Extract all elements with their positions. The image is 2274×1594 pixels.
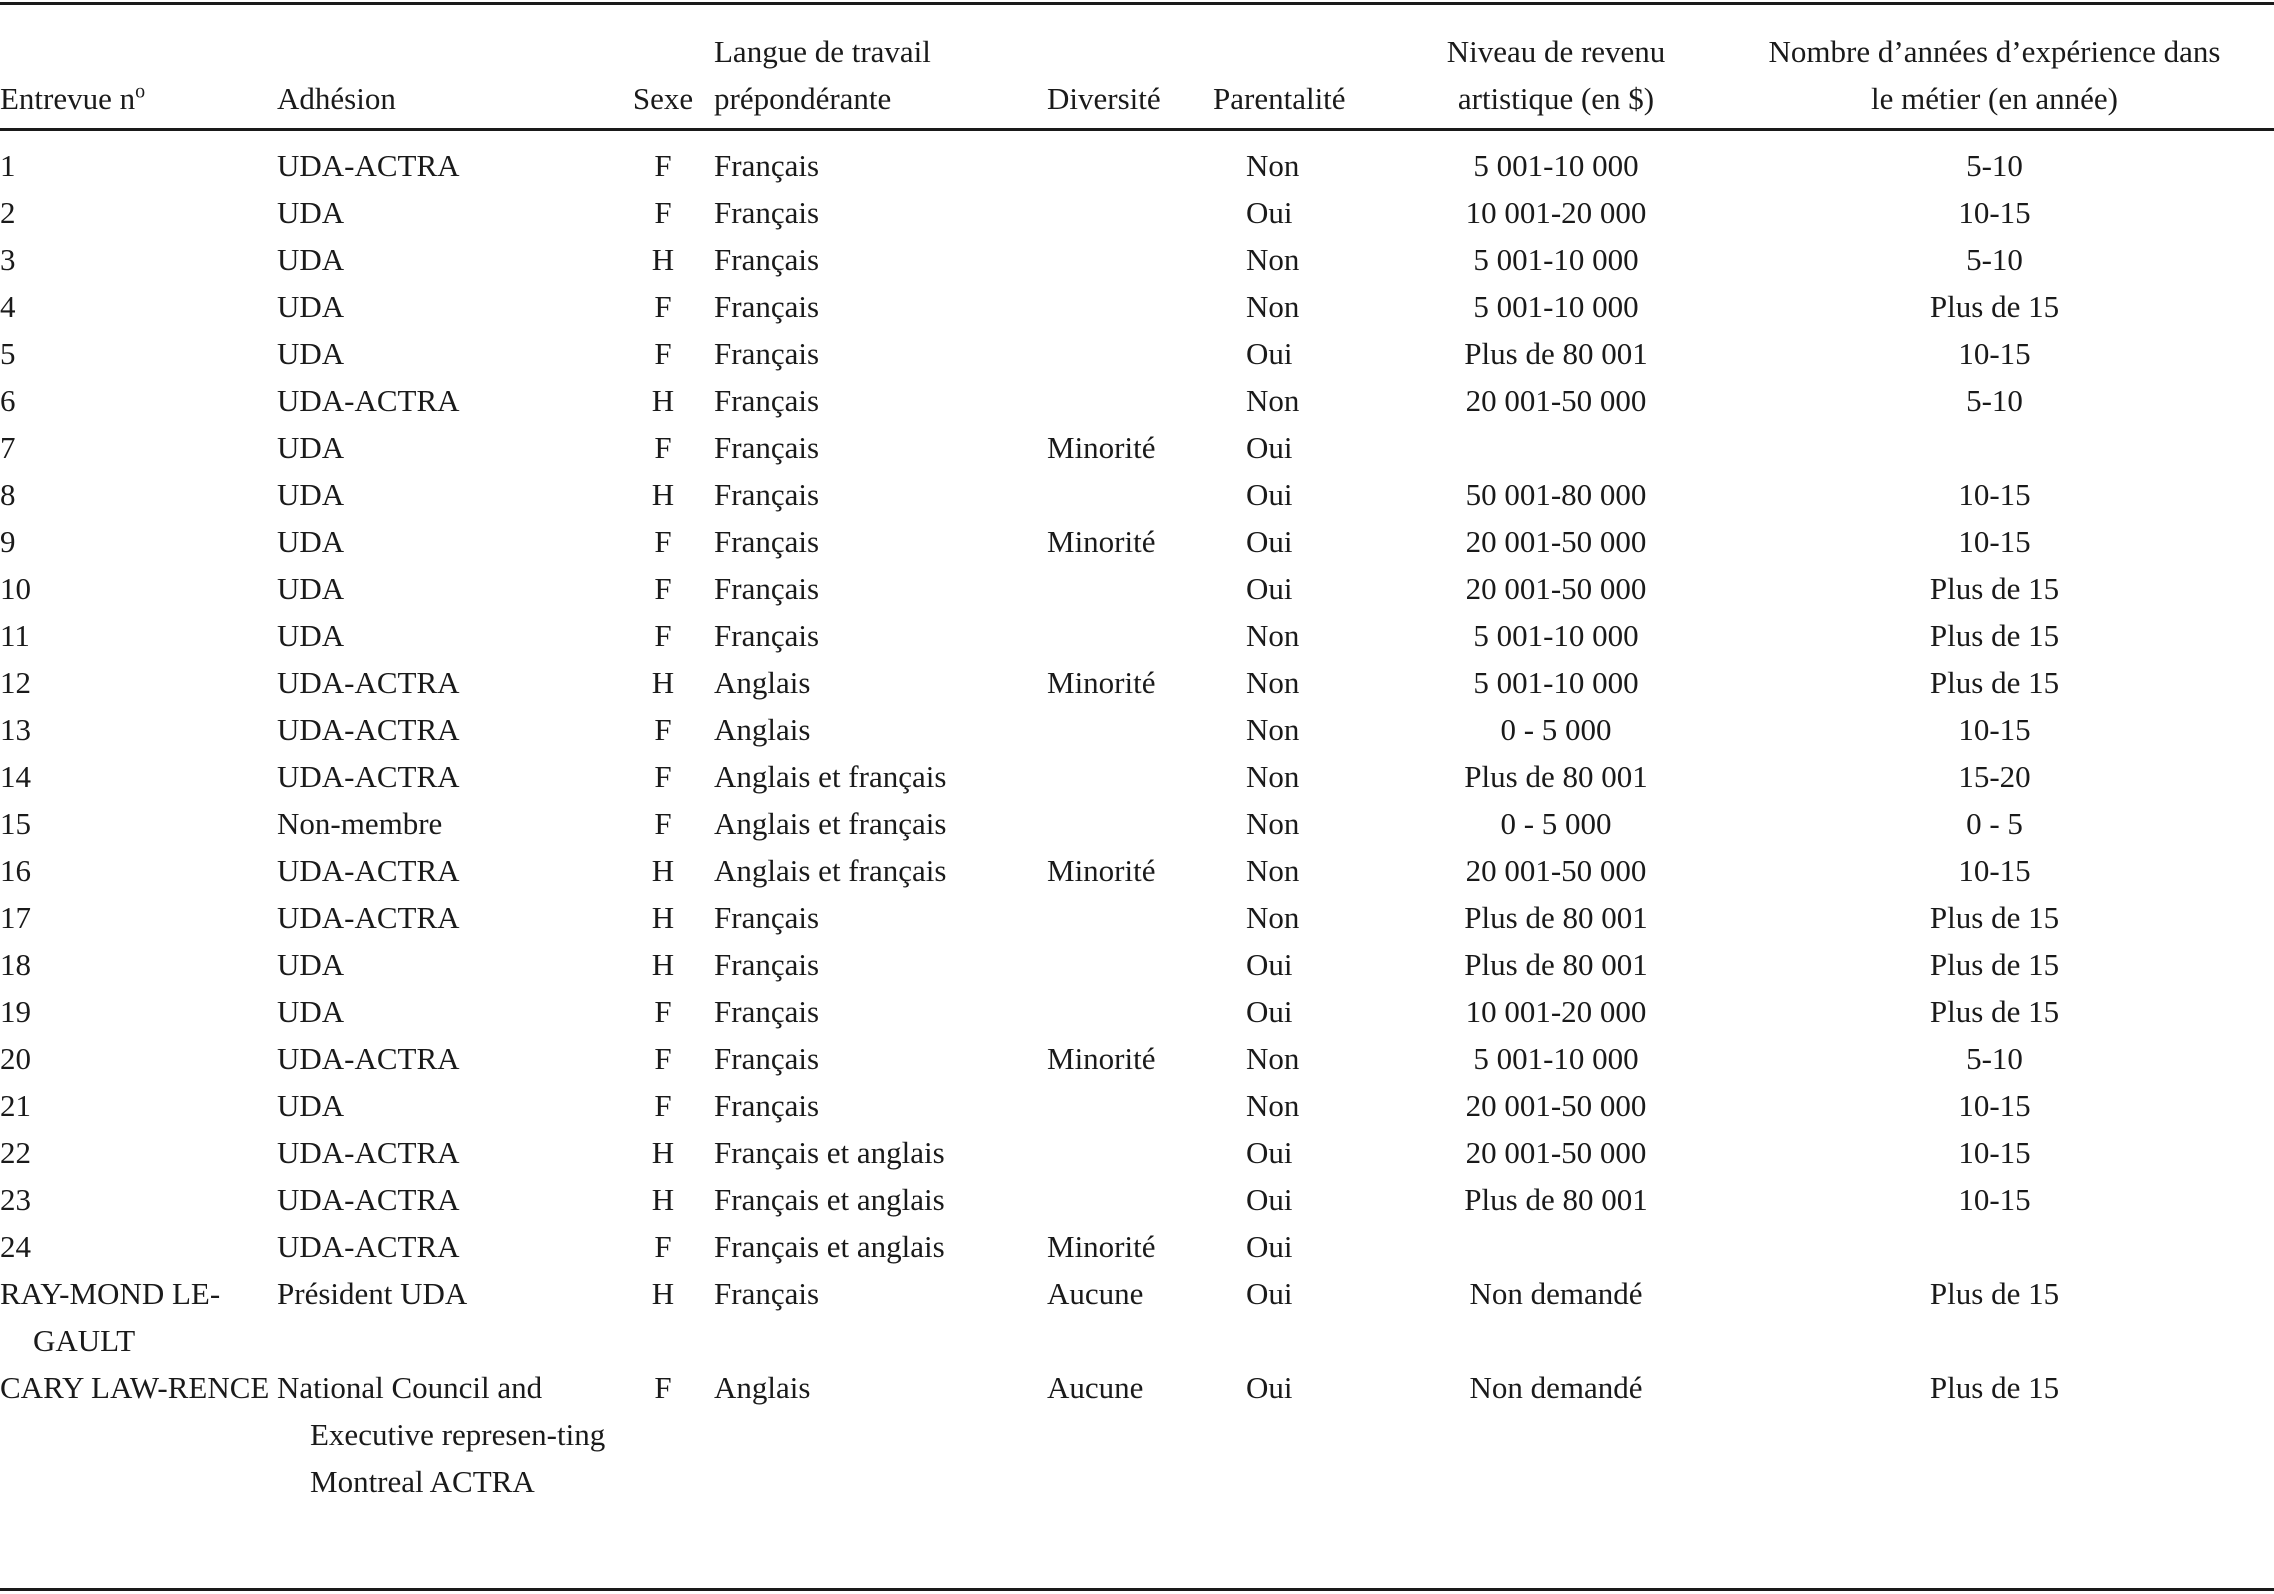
cell-sexe: H	[651, 1135, 675, 1170]
cell-parentalite: Non	[1246, 759, 1300, 794]
cell-diversite	[1047, 132, 1213, 189]
table-row	[0, 189, 2274, 236]
header-experience-line1: Nombre d’années d’expérience dans	[1768, 34, 2221, 69]
cell-entrevue: RAY-MOND LE-GAULT	[0, 1276, 221, 1358]
cell-langue: Français	[714, 618, 820, 653]
cell-revenu	[1397, 424, 1715, 471]
cell-experience: 10-15	[1958, 1182, 2031, 1217]
cell-revenu: 50 001-80 000	[1465, 477, 1647, 512]
table-row	[0, 236, 2274, 283]
table-row	[0, 565, 2274, 612]
cell-entrevue: CARY LAW-RENCE	[0, 1370, 270, 1405]
cell-langue: Anglais et français	[714, 759, 947, 794]
cell-diversite	[1047, 377, 1213, 424]
table-row	[0, 659, 2274, 706]
table-row	[0, 132, 2274, 189]
cell-langue: Français	[714, 524, 820, 559]
table-row	[0, 847, 2274, 894]
cell-parentalite: Non	[1246, 289, 1300, 324]
cell-experience: Plus de 15	[1929, 1276, 2060, 1311]
top-rule	[0, 2, 2274, 5]
cell-diversite: Aucune	[1047, 1370, 1144, 1405]
cell-sexe: F	[654, 806, 672, 841]
cell-entrevue: 5	[0, 336, 16, 371]
table-row	[0, 612, 2274, 659]
cell-adhesion: UDA-ACTRA	[277, 1182, 460, 1217]
cell-sexe: H	[651, 947, 675, 982]
cell-sexe: F	[654, 571, 672, 606]
cell-diversite	[1047, 612, 1213, 659]
cell-adhesion: UDA-ACTRA	[277, 148, 460, 183]
cell-experience	[1715, 1223, 2274, 1270]
cell-adhesion: UDA	[277, 430, 345, 465]
cell-sexe: H	[651, 242, 675, 277]
cell-revenu: 20 001-50 000	[1465, 1088, 1647, 1123]
header-langue-line1: Langue de travail	[714, 34, 931, 69]
cell-diversite	[1047, 941, 1213, 988]
cell-entrevue: 18	[0, 947, 31, 982]
cell-adhesion: UDA-ACTRA	[277, 1229, 460, 1264]
cell-revenu: 5 001-10 000	[1473, 242, 1639, 277]
bottom-rule	[0, 1588, 2274, 1591]
table-row	[0, 518, 2274, 565]
cell-revenu: Plus de 80 001	[1464, 336, 1648, 371]
cell-parentalite: Oui	[1246, 477, 1293, 512]
cell-parentalite: Oui	[1246, 336, 1293, 371]
cell-langue: Français et anglais	[714, 1229, 945, 1264]
cell-langue: Français	[714, 148, 820, 183]
participants-table	[0, 20, 2274, 1505]
cell-parentalite: Non	[1246, 1041, 1300, 1076]
table-body	[0, 132, 2274, 1505]
cell-sexe: F	[654, 759, 672, 794]
cell-revenu: 20 001-50 000	[1465, 383, 1647, 418]
table-row	[0, 424, 2274, 471]
cell-adhesion: UDA	[277, 947, 345, 982]
cell-sexe: F	[654, 618, 672, 653]
cell-diversite	[1047, 1129, 1213, 1176]
cell-adhesion: UDA-ACTRA	[277, 383, 460, 418]
table-row	[0, 753, 2274, 800]
cell-diversite	[1047, 283, 1213, 330]
header-revenu	[1397, 20, 1715, 132]
header-experience	[1715, 20, 2274, 132]
table-row	[0, 941, 2274, 988]
header-sexe: Sexe	[632, 81, 694, 116]
cell-entrevue: 3	[0, 242, 16, 277]
table-row	[0, 471, 2274, 518]
cell-diversite	[1047, 753, 1213, 800]
cell-adhesion: UDA	[277, 289, 345, 324]
cell-langue: Anglais	[714, 712, 811, 747]
cell-entrevue: 11	[0, 618, 30, 653]
cell-parentalite: Oui	[1246, 947, 1293, 982]
cell-diversite	[1047, 471, 1213, 518]
cell-diversite	[1047, 189, 1213, 236]
cell-revenu: Plus de 80 001	[1464, 947, 1648, 982]
cell-entrevue: 23	[0, 1182, 31, 1217]
cell-parentalite: Oui	[1246, 1370, 1293, 1405]
cell-entrevue: 24	[0, 1229, 31, 1264]
cell-parentalite: Non	[1246, 900, 1300, 935]
cell-experience: 10-15	[1958, 853, 2031, 888]
cell-langue: Français	[714, 571, 820, 606]
cell-langue: Français	[714, 900, 820, 935]
cell-sexe: F	[654, 1229, 672, 1264]
table-row	[0, 1082, 2274, 1129]
cell-parentalite: Oui	[1246, 1276, 1293, 1311]
cell-diversite	[1047, 706, 1213, 753]
cell-experience: Plus de 15	[1929, 289, 2060, 324]
table-row	[0, 1364, 2274, 1505]
cell-diversite: Aucune	[1047, 1276, 1144, 1311]
table-row	[0, 706, 2274, 753]
cell-adhesion: UDA	[277, 524, 345, 559]
cell-experience: 15-20	[1958, 759, 2031, 794]
cell-experience: 10-15	[1958, 477, 2031, 512]
cell-entrevue: 1	[0, 148, 16, 183]
cell-sexe: F	[654, 289, 672, 324]
table-row	[0, 1270, 2274, 1364]
cell-adhesion: UDA-ACTRA	[277, 853, 460, 888]
cell-sexe: F	[654, 195, 672, 230]
cell-experience: Plus de 15	[1929, 1370, 2060, 1405]
cell-revenu: 20 001-50 000	[1465, 853, 1647, 888]
cell-experience: Plus de 15	[1929, 618, 2060, 653]
cell-adhesion: UDA	[277, 571, 345, 606]
cell-diversite	[1047, 565, 1213, 612]
cell-revenu: 20 001-50 000	[1465, 571, 1647, 606]
header-diversite: Diversité	[1047, 81, 1161, 116]
cell-entrevue: 14	[0, 759, 31, 794]
cell-parentalite: Non	[1246, 806, 1300, 841]
cell-entrevue: 13	[0, 712, 31, 747]
cell-langue: Français	[714, 1088, 820, 1123]
cell-sexe: H	[651, 853, 675, 888]
cell-revenu: Non demandé	[1469, 1370, 1643, 1405]
table-row	[0, 377, 2274, 424]
cell-adhesion: UDA-ACTRA	[277, 900, 460, 935]
cell-langue: Français	[714, 1041, 820, 1076]
cell-sexe: F	[654, 524, 672, 559]
header-adhesion: Adhésion	[277, 81, 396, 116]
table-row	[0, 1035, 2274, 1082]
cell-langue: Français	[714, 947, 820, 982]
cell-sexe: F	[654, 712, 672, 747]
cell-diversite: Minorité	[1047, 853, 1156, 888]
cell-parentalite: Oui	[1246, 195, 1293, 230]
cell-entrevue: 6	[0, 383, 16, 418]
cell-sexe: F	[654, 430, 672, 465]
cell-parentalite: Non	[1246, 383, 1300, 418]
cell-diversite	[1047, 988, 1213, 1035]
cell-entrevue: 4	[0, 289, 16, 324]
cell-diversite: Minorité	[1047, 1229, 1156, 1264]
table-header-row	[0, 20, 2274, 132]
cell-experience: 10-15	[1958, 524, 2031, 559]
cell-parentalite: Oui	[1246, 1182, 1293, 1217]
cell-adhesion: UDA	[277, 1088, 345, 1123]
cell-langue: Français	[714, 383, 820, 418]
cell-adhesion: Président UDA	[277, 1276, 468, 1311]
cell-sexe: H	[651, 1276, 675, 1311]
cell-entrevue: 7	[0, 430, 16, 465]
cell-langue: Français	[714, 1276, 820, 1311]
cell-adhesion: Non-membre	[277, 806, 443, 841]
cell-parentalite: Oui	[1246, 430, 1293, 465]
cell-experience: 5-10	[1966, 383, 2023, 418]
cell-sexe: H	[651, 477, 675, 512]
header-entrevue	[0, 20, 277, 132]
cell-parentalite: Non	[1246, 665, 1300, 700]
cell-adhesion: UDA-ACTRA	[277, 1041, 460, 1076]
cell-entrevue: 10	[0, 571, 31, 606]
cell-diversite: Minorité	[1047, 524, 1156, 559]
cell-adhesion: National Council and Executive represen-ting Montreal ACTRA	[277, 1370, 606, 1499]
cell-diversite	[1047, 330, 1213, 377]
cell-langue: Français	[714, 994, 820, 1029]
cell-entrevue: 15	[0, 806, 31, 841]
cell-revenu: 5 001-10 000	[1473, 148, 1639, 183]
cell-revenu: 0 - 5 000	[1500, 806, 1612, 841]
cell-entrevue: 19	[0, 994, 31, 1029]
cell-experience: 10-15	[1958, 1135, 2031, 1170]
cell-experience: 10-15	[1958, 1088, 2031, 1123]
cell-entrevue: 9	[0, 524, 16, 559]
header-revenu-line2: artistique (en $)	[1457, 81, 1655, 116]
cell-langue: Français	[714, 289, 820, 324]
table-row	[0, 800, 2274, 847]
cell-revenu: Plus de 80 001	[1464, 759, 1648, 794]
table-row	[0, 1176, 2274, 1223]
cell-entrevue: 12	[0, 665, 31, 700]
cell-revenu: 0 - 5 000	[1500, 712, 1612, 747]
cell-langue: Français	[714, 336, 820, 371]
table-row	[0, 894, 2274, 941]
header-langue	[714, 20, 1047, 132]
cell-experience: 5-10	[1966, 1041, 2023, 1076]
cell-parentalite: Non	[1246, 148, 1300, 183]
table-row	[0, 330, 2274, 377]
cell-diversite: Minorité	[1047, 665, 1156, 700]
cell-entrevue: 2	[0, 195, 16, 230]
cell-sexe: H	[651, 665, 675, 700]
cell-entrevue: 8	[0, 477, 16, 512]
cell-parentalite: Oui	[1246, 1135, 1293, 1170]
cell-diversite	[1047, 1176, 1213, 1223]
cell-langue: Anglais et français	[714, 806, 947, 841]
cell-entrevue: 21	[0, 1088, 31, 1123]
cell-adhesion: UDA-ACTRA	[277, 665, 460, 700]
cell-parentalite: Oui	[1246, 571, 1293, 606]
cell-revenu: 5 001-10 000	[1473, 665, 1639, 700]
cell-experience: Plus de 15	[1929, 665, 2060, 700]
cell-revenu: 5 001-10 000	[1473, 618, 1639, 653]
cell-adhesion: UDA	[277, 994, 345, 1029]
cell-adhesion: UDA	[277, 195, 345, 230]
cell-experience	[1715, 424, 2274, 471]
cell-experience: 5-10	[1966, 242, 2023, 277]
cell-experience: Plus de 15	[1929, 994, 2060, 1029]
cell-revenu	[1397, 1223, 1715, 1270]
cell-diversite	[1047, 236, 1213, 283]
cell-parentalite: Oui	[1246, 994, 1293, 1029]
cell-diversite	[1047, 1082, 1213, 1129]
cell-revenu: 10 001-20 000	[1465, 195, 1647, 230]
cell-sexe: F	[654, 1370, 672, 1405]
header-experience-line2: le métier (en année)	[1871, 81, 2118, 116]
cell-sexe: H	[651, 383, 675, 418]
cell-adhesion: UDA	[277, 242, 345, 277]
cell-experience: Plus de 15	[1929, 571, 2060, 606]
cell-parentalite: Oui	[1246, 1229, 1293, 1264]
cell-experience: 10-15	[1958, 336, 2031, 371]
cell-parentalite: Non	[1246, 242, 1300, 277]
cell-entrevue: 20	[0, 1041, 31, 1076]
cell-langue: Anglais et français	[714, 853, 947, 888]
cell-revenu: Plus de 80 001	[1464, 1182, 1648, 1217]
cell-parentalite: Non	[1246, 618, 1300, 653]
cell-diversite: Minorité	[1047, 1041, 1156, 1076]
cell-sexe: F	[654, 1088, 672, 1123]
cell-parentalite: Non	[1246, 853, 1300, 888]
cell-revenu: Plus de 80 001	[1464, 900, 1648, 935]
cell-revenu: 5 001-10 000	[1473, 289, 1639, 324]
cell-adhesion: UDA-ACTRA	[277, 1135, 460, 1170]
cell-revenu: 10 001-20 000	[1465, 994, 1647, 1029]
cell-langue: Anglais	[714, 665, 811, 700]
cell-revenu: 20 001-50 000	[1465, 1135, 1647, 1170]
cell-adhesion: UDA-ACTRA	[277, 759, 460, 794]
cell-experience: 5-10	[1966, 148, 2023, 183]
cell-adhesion: UDA	[277, 477, 345, 512]
table-row	[0, 1129, 2274, 1176]
header-parentalite: Parentalité	[1213, 81, 1346, 116]
cell-entrevue: 17	[0, 900, 31, 935]
header-entrevue-sup: o	[135, 80, 146, 103]
cell-langue: Français et anglais	[714, 1135, 945, 1170]
cell-parentalite: Non	[1246, 712, 1300, 747]
cell-langue: Français	[714, 195, 820, 230]
cell-experience: 10-15	[1958, 712, 2031, 747]
cell-parentalite: Oui	[1246, 524, 1293, 559]
cell-adhesion: UDA	[277, 336, 345, 371]
table-row	[0, 283, 2274, 330]
cell-revenu: 20 001-50 000	[1465, 524, 1647, 559]
header-langue-line2: prépondérante	[714, 81, 892, 116]
cell-experience: Plus de 15	[1929, 947, 2060, 982]
cell-experience: 10-15	[1958, 195, 2031, 230]
cell-diversite	[1047, 894, 1213, 941]
cell-sexe: H	[651, 900, 675, 935]
cell-diversite	[1047, 800, 1213, 847]
cell-revenu: 5 001-10 000	[1473, 1041, 1639, 1076]
cell-parentalite: Non	[1246, 1088, 1300, 1123]
cell-sexe: F	[654, 994, 672, 1029]
cell-experience: Plus de 15	[1929, 900, 2060, 935]
cell-entrevue: 16	[0, 853, 31, 888]
cell-adhesion: UDA-ACTRA	[277, 712, 460, 747]
cell-sexe: F	[654, 336, 672, 371]
cell-sexe: H	[651, 1182, 675, 1217]
cell-entrevue: 22	[0, 1135, 31, 1170]
cell-sexe: F	[654, 148, 672, 183]
cell-diversite: Minorité	[1047, 430, 1156, 465]
cell-experience: 0 - 5	[1966, 806, 2023, 841]
cell-adhesion: UDA	[277, 618, 345, 653]
cell-sexe: F	[654, 1041, 672, 1076]
cell-langue: Anglais	[714, 1370, 811, 1405]
cell-langue: Français et anglais	[714, 1182, 945, 1217]
table-row	[0, 1223, 2274, 1270]
header-revenu-line1: Niveau de revenu	[1446, 34, 1666, 69]
table-row	[0, 988, 2274, 1035]
cell-revenu: Non demandé	[1469, 1276, 1643, 1311]
cell-langue: Français	[714, 430, 820, 465]
cell-langue: Français	[714, 477, 820, 512]
cell-langue: Français	[714, 242, 820, 277]
header-entrevue-label: Entrevue n	[0, 81, 136, 116]
